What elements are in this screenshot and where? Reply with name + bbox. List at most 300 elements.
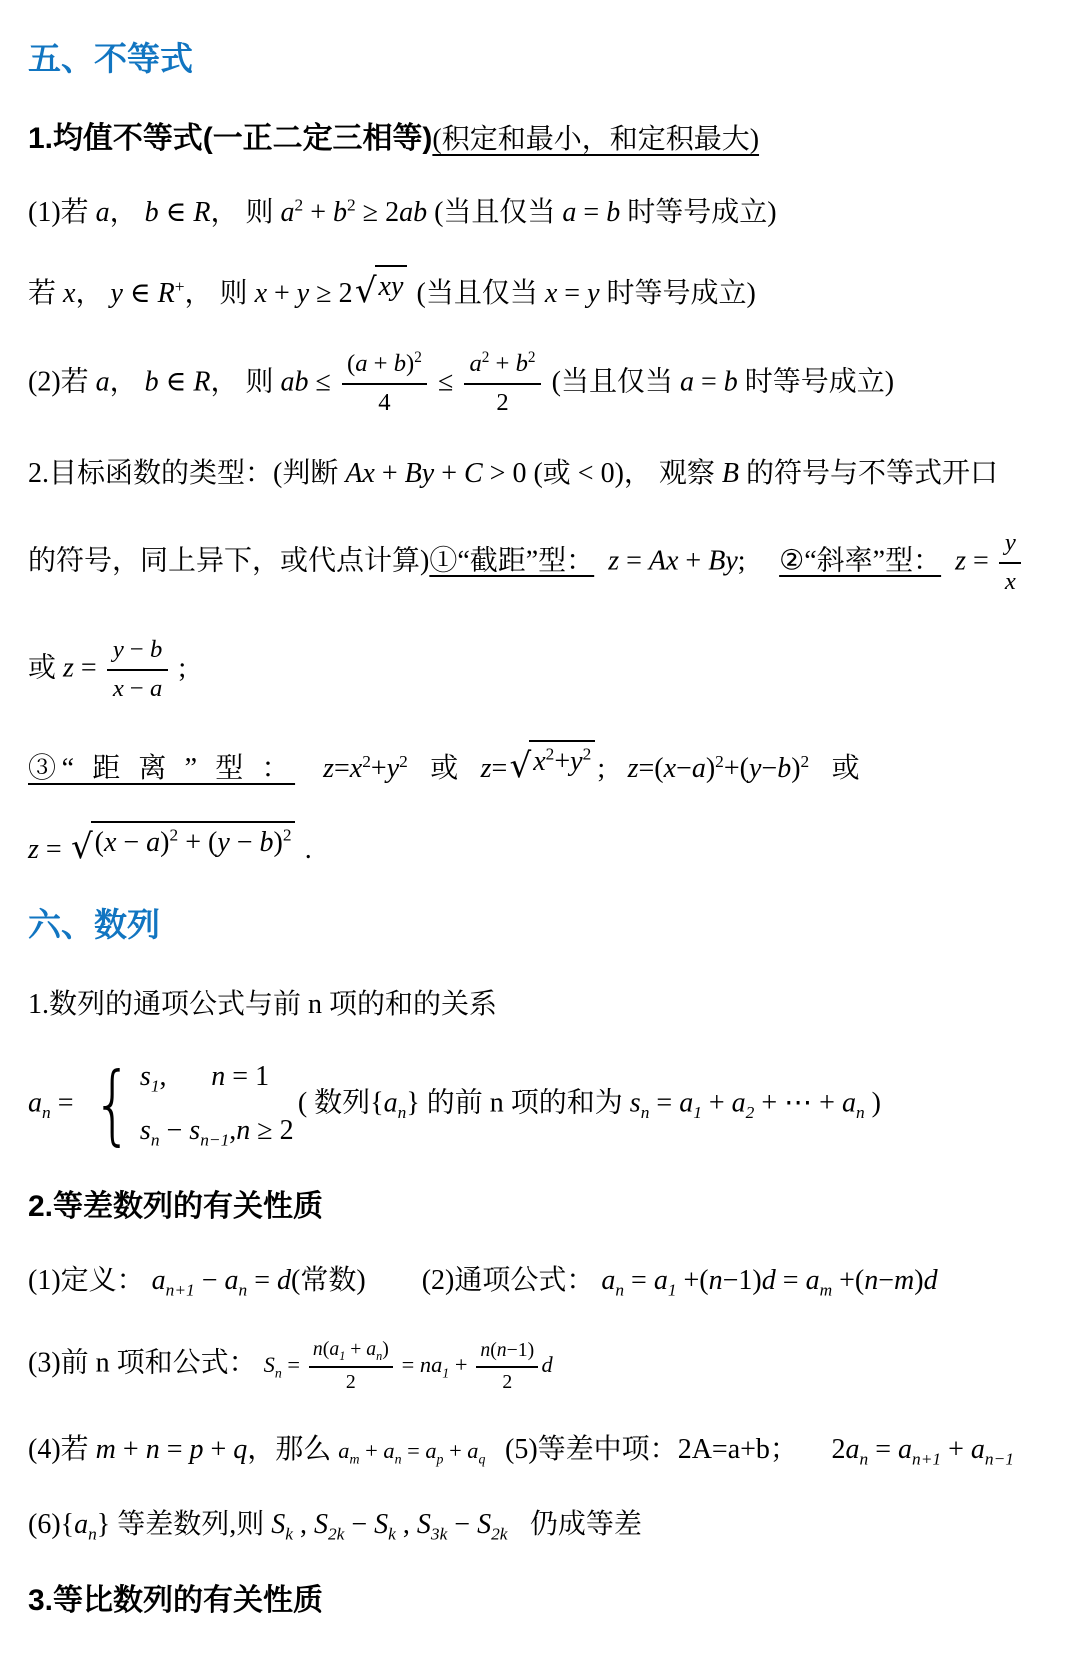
subscript: n (42, 1103, 51, 1123)
superscript: 2 (715, 751, 724, 771)
math-symbol: + (434, 457, 464, 489)
math-symbol: ) (382, 1338, 389, 1361)
math-variable: a (679, 366, 694, 398)
math-symbol: = (401, 1438, 426, 1464)
math-symbol: = (281, 1351, 306, 1377)
formula-line-distance-sqrt (28, 821, 1052, 869)
subheading-mean-inequality (28, 118, 1052, 160)
math-variable: z (323, 752, 334, 784)
math-symbol: +( (723, 752, 749, 784)
subscript: n (397, 1103, 407, 1123)
subscript: n (394, 1452, 402, 1468)
underlined-text-run: ③“ 距 离 ” 型 ： (28, 752, 296, 784)
math-variable: a (383, 1438, 395, 1464)
text-run: 或 (831, 752, 860, 784)
subscript: 1 (442, 1366, 450, 1382)
math-variable: b (393, 349, 407, 377)
math-variable: z (480, 752, 492, 784)
math-variable: b (515, 349, 528, 377)
subscript: 3k (430, 1524, 448, 1544)
math-variable: a (653, 1265, 668, 1297)
math-symbol: + (374, 457, 405, 489)
math-variable: a (691, 752, 706, 784)
math-symbol: 2 (831, 1434, 846, 1466)
text-run: (4)若 (28, 1434, 96, 1466)
text-run: )， 观察 (614, 457, 722, 489)
math-variable: By (708, 545, 738, 577)
math-symbol: − (344, 1508, 375, 1540)
subheading-arithmetic-properties: 2.等差数列的有关性质 (28, 1190, 324, 1224)
text-run: ， (75, 278, 111, 310)
formula-line-arith-mnpq-mid (28, 1430, 1052, 1472)
math-variable: d (277, 1265, 292, 1297)
math-variable: S (263, 1351, 275, 1377)
math-variable: n (864, 1265, 879, 1297)
math-symbol: − (123, 675, 150, 703)
subscript: p (436, 1452, 444, 1468)
radical: √ $(x - a)^2 + (y - b)^2$ (71, 821, 296, 862)
math-variable: n (708, 1265, 723, 1297)
math-variable: d (541, 1351, 553, 1377)
math-symbol: } (406, 1087, 420, 1119)
text-run: (当且仅当 (409, 278, 545, 310)
math-symbol: ≤ (430, 366, 461, 398)
subscript: n (274, 1366, 282, 1382)
math-symbol: ) (273, 827, 283, 859)
math-variable: b (723, 366, 738, 398)
math-symbol: + (115, 1434, 146, 1466)
math-variable: Ax (345, 457, 375, 489)
subscript: n (855, 1103, 865, 1123)
math-symbol: − (159, 1115, 190, 1147)
math-symbol: ( (490, 1338, 497, 1361)
subscript: n (859, 1449, 869, 1469)
subscript: 1 (339, 1349, 346, 1364)
math-symbol: ) (160, 827, 170, 859)
formula-line-sum-of-squares (28, 193, 1052, 232)
subscript: 2k (491, 1524, 508, 1544)
math-symbol: + (359, 1438, 384, 1464)
subscript: 1 (693, 1103, 702, 1123)
math-symbol: − (676, 752, 692, 784)
paragraph-objective-function-1 (28, 454, 1052, 493)
math-symbol: = (624, 1265, 654, 1297)
subscript: n+1 (165, 1280, 195, 1300)
formula-line-arith-def-general (28, 1261, 1052, 1303)
math-variable: z (608, 545, 620, 577)
math-symbol: − (116, 827, 147, 859)
math-symbol: = (619, 545, 649, 577)
math-variable: a (841, 1087, 856, 1119)
math-symbol: +( (832, 1265, 865, 1297)
math-symbol: + ( (178, 827, 218, 859)
fraction (342, 347, 428, 421)
formula-line-slope-type (28, 633, 1052, 707)
text-run: 仍成等差 (529, 1508, 642, 1540)
text-run: 时等号成立) (599, 278, 756, 310)
math-symbol: + (303, 197, 334, 229)
text-run: 的符号与不等式开口 (739, 457, 999, 489)
math-symbol: = (576, 197, 607, 229)
math-variable: n (312, 1338, 323, 1361)
subheading-geometric-properties: 3.等比数列的有关性质 (28, 1583, 324, 1617)
math-symbol: ) (406, 349, 415, 377)
math-variable: a (601, 1265, 616, 1297)
math-variable: R (157, 278, 175, 310)
text-run: 或 (430, 752, 459, 784)
math-symbol: ( (291, 1265, 301, 1297)
math-variable: a (383, 1087, 398, 1119)
math-variable: a (469, 349, 482, 377)
math-variable: na (419, 1351, 443, 1377)
text-run: 等差数列,则 (110, 1508, 272, 1540)
math-variable: x (663, 752, 677, 784)
math-variable: a (562, 197, 577, 229)
math-symbol: = (868, 1434, 899, 1466)
math-variable: a (74, 1508, 89, 1540)
math-variable: a (146, 827, 161, 859)
text-run: (1)定义： (28, 1265, 152, 1297)
math-variable: b (149, 635, 163, 663)
superscript: 2 (294, 195, 304, 215)
math-symbol: = (966, 545, 996, 577)
math-variable: y (217, 827, 230, 859)
math-variable: b (144, 366, 159, 398)
math-variable: m (894, 1265, 915, 1297)
math-symbol: ≤ (308, 366, 338, 398)
math-variable: ab (280, 366, 309, 398)
math-variable: a (95, 366, 110, 398)
math-variable: x (349, 752, 363, 784)
text-run: (3)前 n 项和公式： (28, 1347, 264, 1379)
math-symbol: + (203, 1434, 234, 1466)
paragraph-general-term-relation: 1.数列的通项公式与前 n 项的和的关系 (28, 988, 498, 1020)
radical: √ $x^2+y^2$ (510, 740, 596, 781)
math-symbol: ) (356, 1265, 366, 1297)
math-variable: d (923, 1265, 938, 1297)
math-variable: y (748, 752, 762, 784)
math-variable: m (95, 1434, 116, 1466)
section-heading-sequences: 六、数列 (28, 906, 160, 944)
math-variable: y (587, 278, 600, 310)
subscript: 1 (150, 1076, 160, 1096)
superscript: 2 (399, 751, 408, 771)
text-run: ， (109, 366, 145, 398)
math-symbol: 2A=a+b (677, 1434, 770, 1466)
subscript: m (819, 1280, 833, 1300)
fraction (107, 633, 167, 707)
section-heading-inequalities: 五、不等式 (28, 40, 193, 77)
math-symbol: ) (864, 1087, 881, 1119)
formula-line-distance-type (28, 740, 1052, 788)
math-variable: p (189, 1434, 204, 1466)
math-variable: Ax (648, 545, 679, 577)
text-run: 时等号成立) (620, 197, 777, 229)
superscript: 2 (414, 348, 422, 366)
math-symbol: −1) (506, 1338, 535, 1361)
math-variable: x (1004, 568, 1016, 596)
math-symbol: ) (791, 752, 801, 784)
superscript: 2 (169, 825, 179, 845)
math-symbol: ( (94, 827, 104, 859)
math-symbol: , (292, 1508, 314, 1540)
math-variable: x (103, 827, 117, 859)
math-variable: b (333, 197, 348, 229)
small-math-group (338, 1438, 486, 1468)
paragraph-objective-function-2 (28, 526, 1052, 600)
math-variable: a (149, 675, 163, 703)
big-brace: } (96, 1508, 111, 1540)
math-symbol: + (345, 1338, 367, 1361)
math-symbol: , (229, 1115, 237, 1147)
subscript: n (238, 1280, 248, 1300)
subscript: 2k (327, 1524, 345, 1544)
math-variable: s (139, 1060, 151, 1092)
superscript: 2 (582, 744, 592, 764)
math-symbol: + (489, 349, 516, 377)
formula-line-sqrt-xy (28, 265, 1052, 313)
math-variable: y (112, 635, 124, 663)
math-variable: S (416, 1508, 431, 1540)
math-symbol: + (449, 1351, 474, 1377)
math-variable: By (404, 457, 435, 489)
small-math-group (263, 1338, 553, 1394)
math-symbol: ∈ (122, 278, 158, 310)
underlined-text-run: (积定和最小，和定积最大) (432, 124, 760, 156)
superscript: + (174, 277, 185, 297)
math-symbol: , (159, 1060, 167, 1092)
math-variable: b (606, 197, 621, 229)
math-variable: q (233, 1434, 248, 1466)
math-variable: z (28, 834, 39, 866)
math-symbol: { (370, 1087, 384, 1119)
math-variable: a (679, 1087, 694, 1119)
math-variable: C (463, 457, 483, 489)
text-run: ， 则 (210, 366, 281, 398)
math-variable: y (296, 278, 310, 310)
math-symbol: ) (705, 752, 716, 784)
underlined-text-run: ①“截距”型： (429, 545, 595, 577)
math-symbol: − (194, 1265, 225, 1297)
math-variable: s (629, 1087, 641, 1119)
math-symbol: + (554, 745, 571, 777)
math-symbol: + ⋯ + (754, 1087, 842, 1119)
math-variable: a (731, 1087, 746, 1119)
piecewise-cases: { $s_1$, n = 1 $s_n - s_{n-1},n \ge 2$ (92, 1054, 294, 1156)
text-run: ； (769, 1434, 798, 1466)
math-symbol: = (396, 1351, 420, 1377)
math-symbol: −1) (722, 1265, 762, 1297)
math-symbol: = (73, 652, 104, 684)
text-run: 若 (28, 278, 64, 310)
math-variable: b (777, 752, 792, 784)
text-run: (当且仅当 (544, 366, 680, 398)
text-run: 2.目标函数的类型：(判断 (28, 457, 346, 489)
math-variable: S (271, 1508, 286, 1540)
math-variable: xy (378, 271, 404, 303)
math-symbol: , (395, 1508, 417, 1540)
subscript: n (376, 1349, 383, 1364)
text-run: ，那么 (247, 1434, 339, 1466)
subscript: 2 (745, 1103, 755, 1123)
text-run: ， (109, 197, 145, 229)
math-variable: S (313, 1508, 328, 1540)
math-variable: a (151, 1265, 166, 1297)
math-variable: x (112, 675, 124, 703)
math-symbol: − (229, 827, 260, 859)
text-run: (6) (28, 1508, 61, 1540)
math-symbol: − (878, 1265, 895, 1297)
math-symbol: = (775, 1265, 806, 1297)
math-variable: z (955, 545, 966, 577)
math-variable: x (254, 278, 267, 310)
math-symbol: = (50, 1087, 81, 1119)
text-run: 常数 (300, 1265, 357, 1297)
superscript: 2 (282, 825, 292, 845)
math-symbol: ≥ 2 (355, 197, 400, 229)
superscript: 2 (527, 348, 536, 366)
math-symbol: ; (597, 752, 606, 784)
math-variable: a (355, 349, 368, 377)
fraction (999, 526, 1021, 600)
subscript: q (478, 1452, 486, 1468)
math-variable: n (236, 1115, 251, 1147)
text-run: (或 (533, 457, 578, 489)
math-symbol: . (297, 834, 312, 866)
math-variable: n (480, 1338, 491, 1361)
math-symbol: − (123, 635, 150, 663)
text-run: (5)等差中项： (505, 1434, 678, 1466)
text-run: ， 则 (210, 197, 281, 229)
math-variable: R (193, 366, 211, 398)
math-symbol: = (333, 752, 350, 784)
math-symbol: ≥ 2 (250, 1115, 294, 1147)
math-variable: ab (399, 197, 428, 229)
math-symbol: ; (171, 652, 187, 684)
math-symbol: ∈ (158, 366, 194, 398)
math-symbol: 4 (378, 389, 391, 417)
math-symbol: ≥ 2 (309, 278, 353, 310)
fraction (476, 1337, 538, 1397)
math-variable: n (211, 1060, 226, 1092)
math-symbol: + (678, 545, 709, 577)
math-variable: s (139, 1115, 151, 1147)
math-variable: a (970, 1434, 985, 1466)
formula-line-an-cases (28, 1054, 1052, 1156)
math-symbol: +( (676, 1265, 709, 1297)
text-run: (2)若 (28, 366, 96, 398)
text-run: 数列 (314, 1087, 371, 1119)
math-variable: n (145, 1434, 160, 1466)
math-variable: y (1004, 528, 1016, 556)
superscript: 2 (545, 744, 555, 764)
fraction (309, 1336, 394, 1397)
subscript: k (285, 1524, 293, 1544)
text-run: ， 则 (184, 278, 255, 310)
math-symbol: ∈ (158, 197, 194, 229)
math-variable: a (845, 1434, 860, 1466)
math-variable: z (63, 652, 74, 684)
math-variable: n (496, 1338, 507, 1361)
subscript: n (88, 1524, 97, 1544)
math-variable: x (63, 278, 76, 310)
math-symbol: = (159, 1434, 190, 1466)
math-variable: a (280, 197, 295, 229)
bold-text-run: 1.均值不等式(一正二定三相等) (28, 122, 433, 156)
math-symbol: + (267, 278, 297, 310)
radical: √ xy (355, 265, 407, 306)
math-symbol: = (247, 1265, 278, 1297)
math-variable: a (329, 1338, 340, 1361)
math-symbol: =( (638, 752, 664, 784)
subscript: n−1 (200, 1130, 230, 1150)
text-run: 的前 n 项的和为 (419, 1087, 630, 1119)
formula-line-ab-fractions (28, 347, 1052, 421)
math-symbol: > 0 (482, 457, 534, 489)
text-run: 的符号，同上异下，或代点计算) (28, 545, 430, 577)
math-symbol: 2 (496, 389, 509, 417)
math-variable: a (467, 1438, 479, 1464)
math-variable: d (761, 1265, 776, 1297)
document-page (28, 36, 1052, 1622)
math-symbol: = (491, 752, 508, 784)
subscript: n (150, 1130, 160, 1150)
math-variable: z (627, 752, 639, 784)
math-variable: a (898, 1434, 913, 1466)
math-symbol: + (941, 1434, 971, 1466)
superscript: 2 (481, 348, 490, 366)
subscript: m (349, 1452, 360, 1468)
math-variable: x (544, 278, 558, 310)
formula-line-arith-sum (28, 1336, 1052, 1397)
math-symbol: ; (737, 545, 746, 577)
subscript: n−1 (984, 1449, 1014, 1469)
math-variable: y (570, 745, 583, 777)
math-symbol: = (557, 278, 588, 310)
subscript: n (615, 1280, 625, 1300)
math-variable: s (189, 1115, 201, 1147)
text-run: (当且仅当 (427, 197, 563, 229)
math-variable: a (366, 1338, 377, 1361)
math-symbol: + (701, 1087, 732, 1119)
math-variable: R (193, 197, 211, 229)
math-symbol: ( (322, 1338, 330, 1361)
math-variable: S (374, 1508, 389, 1540)
math-symbol: ) (914, 1265, 924, 1297)
formula-line-arith-sk (28, 1505, 1052, 1547)
math-variable: a (28, 1087, 42, 1119)
text-run: 或 (28, 652, 64, 684)
math-variable: y (386, 752, 400, 784)
math-symbol: + (443, 1438, 468, 1464)
math-variable: a (224, 1265, 239, 1297)
math-variable: a (95, 197, 110, 229)
superscript: 2 (347, 195, 356, 215)
text-run: (2)通项公式： (421, 1265, 602, 1297)
math-variable: a (425, 1438, 437, 1464)
subscript: k (388, 1524, 396, 1544)
subscript: 1 (667, 1280, 677, 1300)
math-symbol: = 1 (225, 1060, 270, 1092)
math-variable: a (338, 1438, 350, 1464)
math-variable: y (110, 278, 123, 310)
math-variable: a (805, 1265, 820, 1297)
math-symbol: = (693, 366, 724, 398)
math-symbol: 2 (345, 1371, 356, 1394)
math-symbol: 2 (502, 1370, 513, 1393)
math-variable: b (259, 827, 274, 859)
subscript: n (640, 1103, 650, 1123)
